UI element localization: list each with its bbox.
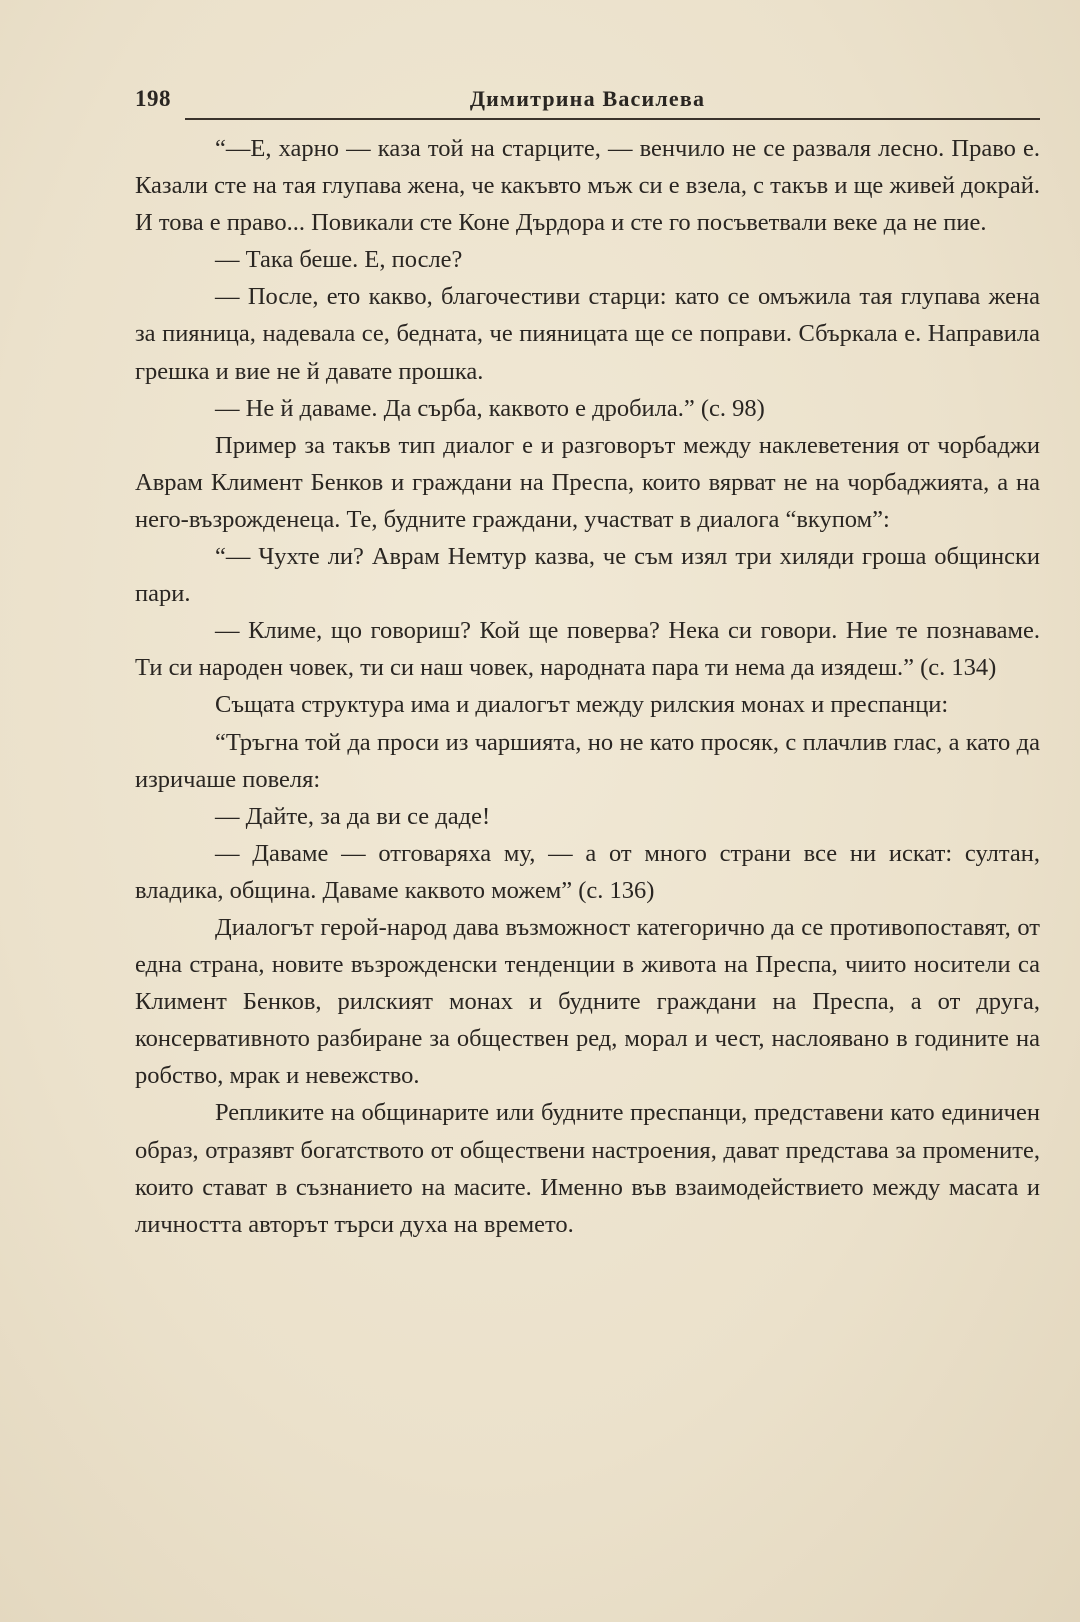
paragraph: — Не й даваме. Да сърба, каквото е дробила.” (с. 98) — [215, 394, 765, 422]
running-head: Димитрина Василева — [469, 86, 706, 111]
paragraph: — Дайте, за да ви се даде! — [215, 802, 491, 830]
paragraph: — Така беше. Е, после? — [215, 246, 463, 274]
paragraph: Пример за такъв тип диалог е и разговорът между наклеветения от чорбаджи Аврам Климент Бенков и граждани на Преспа, които вярват не на чорбаджията, а на него-възрожденеца. Те, будните граждани, участват в диалога “вкупом”: — [135, 431, 1040, 533]
page-number: 198 — [135, 86, 171, 111]
paragraph: “— Чухте ли? Аврам Немтур казва, че съм изял три хиляди гроша общински пари. — [135, 543, 1040, 608]
paragraph: Репликите на общинарите или будните преспанци, представени като единичен образ, отразявт богатството от обществени настроения, дават представа за промените, които стават в съзнанието на масите. Именно във взаимодействието между масата и личността авторът търси духа на времето. — [135, 1099, 1040, 1238]
paragraph: “Тръгна той да проси из чаршията, но не като просяк, с плачлив глас, а като да изричаше повеля: — [135, 728, 1040, 793]
page-header — [135, 86, 1040, 120]
paragraph: “—Е, харно — каза той на старците, — венчило не се разваля лесно. Право е. Казали сте на тая глупава жена, че какъвто мъж си е взела, с такъв и ще живей докрай. И това е право... Повикали сте Коне Дърдора и сте го посъветвали веке да не пие. — [135, 135, 1040, 237]
paragraph: — После, ето какво, благочестиви старци: като се омъжила тая глупава жена за пияница, надевала се, бедната, че пияницата ще се поправи. Сбъркала е. Направила грешка и вие не й давате прошка. — [135, 283, 1040, 385]
body-text — [135, 130, 1040, 1243]
paragraph: Същата структура има и диалогът между рилския монах и преспанци: — [215, 691, 949, 719]
header-rule — [185, 118, 1040, 120]
paragraph: — Даваме — отговаряха му, — а от много страни все ни искат: султан, владика, община. Даваме каквото можем” (с. 136) — [135, 839, 1040, 904]
paragraph: — Климе, що говориш? Кой ще поверва? Нека си говори. Ние те познаваме. Ти си народен човек, ти си наш човек, народната пара ти нема да изядеш.” (с. 134) — [135, 617, 1040, 682]
paragraph: Диалогът герой-народ дава възможност категорично да се противопоставят, от една страна, новите възрожденски тенденции в живота на Преспа, чиито носители са Климент Бенков, рилският монах и будните граждани на Преспа, а от друга, консервативното разбиране за обществен ред, морал и чест, наслоявано в годините на робство, мрак и невежство. — [135, 913, 1040, 1090]
